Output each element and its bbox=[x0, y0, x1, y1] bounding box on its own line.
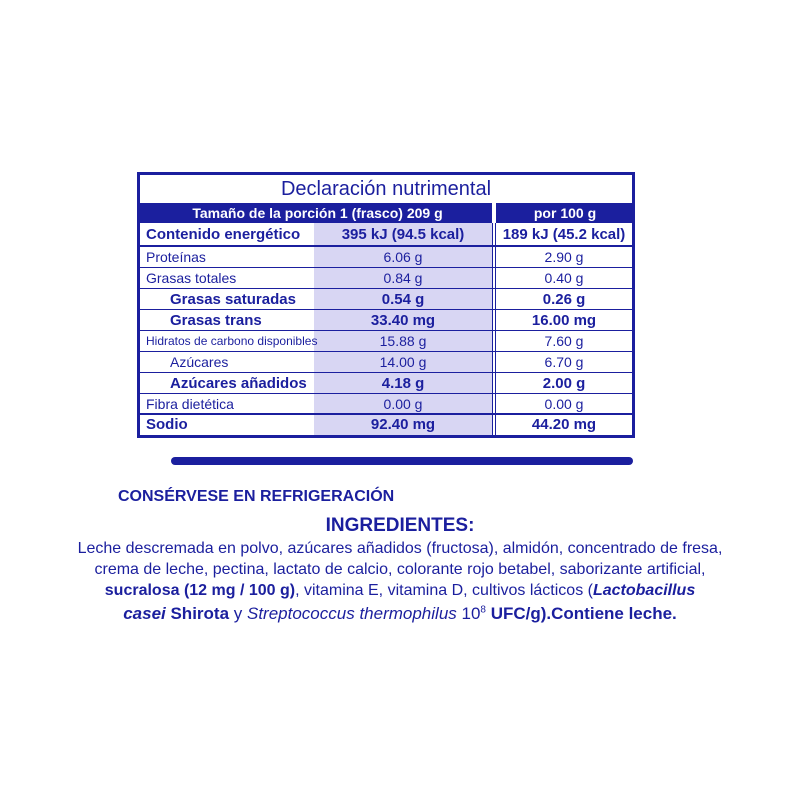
lactobacillus-text: Lactobacillus bbox=[592, 582, 696, 599]
header-per-100g: por 100 g bbox=[533, 205, 597, 221]
row-per100-value: 189 kJ (45.2 kcal) bbox=[502, 226, 626, 243]
sucralose-text: sucralosa (12 mg / 100 g) bbox=[104, 582, 296, 599]
nutrition-table bbox=[137, 172, 635, 438]
row-portion-value: 0.00 g bbox=[383, 396, 423, 412]
row-per100-value: 2.90 g bbox=[544, 249, 584, 265]
contains-milk-text: Contiene leche. bbox=[551, 604, 677, 623]
ingredients-line-3-rest: , vitamina E, vitamina D, cultivos lácticos ( bbox=[295, 582, 593, 599]
row-portion-value: 395 kJ (94.5 kcal) bbox=[341, 226, 465, 243]
row-label: Sodio bbox=[146, 416, 188, 433]
row-portion-value: 4.18 g bbox=[381, 375, 425, 392]
row-label: Contenido energético bbox=[146, 226, 301, 243]
row-per100-value: 6.70 g bbox=[544, 354, 584, 370]
row-label: Grasas saturadas bbox=[170, 291, 296, 308]
ingredients-line-2: crema de leche, pectina, lactato de calcio, colorante rojo betabel, saborizante artificial, bbox=[94, 561, 706, 578]
row-portion-value: 92.40 mg bbox=[370, 416, 436, 433]
row-per100-value: 0.40 g bbox=[544, 270, 584, 286]
row-portion-value: 6.06 g bbox=[383, 249, 423, 265]
row-per100-value: 2.00 g bbox=[542, 375, 586, 392]
ingredients-title: INGREDIENTES: bbox=[325, 515, 475, 536]
row-per100-value: 0.00 g bbox=[544, 396, 584, 412]
ingredients-line-4 bbox=[0, 604, 800, 624]
row-per100-value: 7.60 g bbox=[544, 333, 584, 349]
row-per100-value: 0.26 g bbox=[542, 291, 586, 308]
conjunction-text: y bbox=[229, 604, 247, 623]
row-saturated-fat bbox=[140, 289, 632, 310]
count-text: 10 bbox=[456, 604, 481, 623]
row-proteins bbox=[140, 247, 632, 268]
table-header bbox=[140, 203, 632, 223]
row-label: Azúcares bbox=[170, 354, 229, 370]
row-total-fat bbox=[140, 268, 632, 289]
row-added-sugars bbox=[140, 373, 632, 394]
row-portion-value: 0.84 g bbox=[383, 270, 423, 286]
row-per100-value: 16.00 mg bbox=[531, 312, 597, 329]
casei-text: casei bbox=[123, 604, 166, 623]
row-portion-value: 0.54 g bbox=[381, 291, 425, 308]
row-label: Proteínas bbox=[146, 249, 206, 265]
ingredients-line-1: Leche descremada en polvo, azúcares añadidos (fructosa), almidón, concentrado de fresa, bbox=[77, 540, 723, 557]
row-sodium bbox=[140, 415, 632, 435]
row-label: Grasas totales bbox=[146, 270, 237, 286]
row-label: Fibra dietética bbox=[146, 396, 234, 412]
storage-instruction: CONSÉRVESE EN REFRIGERACIÓN bbox=[118, 488, 395, 505]
section-divider bbox=[171, 457, 633, 465]
header-separator bbox=[492, 203, 496, 223]
row-carbs bbox=[140, 331, 632, 352]
row-fiber bbox=[140, 394, 632, 415]
row-label: Azúcares añadidos bbox=[170, 375, 307, 392]
header-portion: Tamaño de la porción 1 (frasco) 209 g bbox=[192, 205, 443, 221]
row-per100-value: 44.20 mg bbox=[531, 416, 597, 433]
shirota-text: Shirota bbox=[165, 604, 230, 623]
row-trans-fat bbox=[140, 310, 632, 331]
row-portion-value: 14.00 g bbox=[379, 354, 427, 370]
row-energy bbox=[140, 223, 632, 247]
row-sugars bbox=[140, 352, 632, 373]
exponent-text: 8 bbox=[480, 604, 486, 616]
table-title: Declaración nutrimental bbox=[280, 178, 492, 200]
streptococcus-text: Streptococcus thermophilus bbox=[247, 604, 457, 623]
row-portion-value: 33.40 mg bbox=[370, 312, 436, 329]
row-label: Hidratos de carbono disponibles bbox=[146, 334, 318, 348]
row-label: Grasas trans bbox=[170, 312, 262, 329]
ingredients-line-3 bbox=[0, 582, 800, 600]
ufc-unit-text: UFC/g). bbox=[485, 604, 552, 623]
row-portion-value: 15.88 g bbox=[379, 333, 427, 349]
